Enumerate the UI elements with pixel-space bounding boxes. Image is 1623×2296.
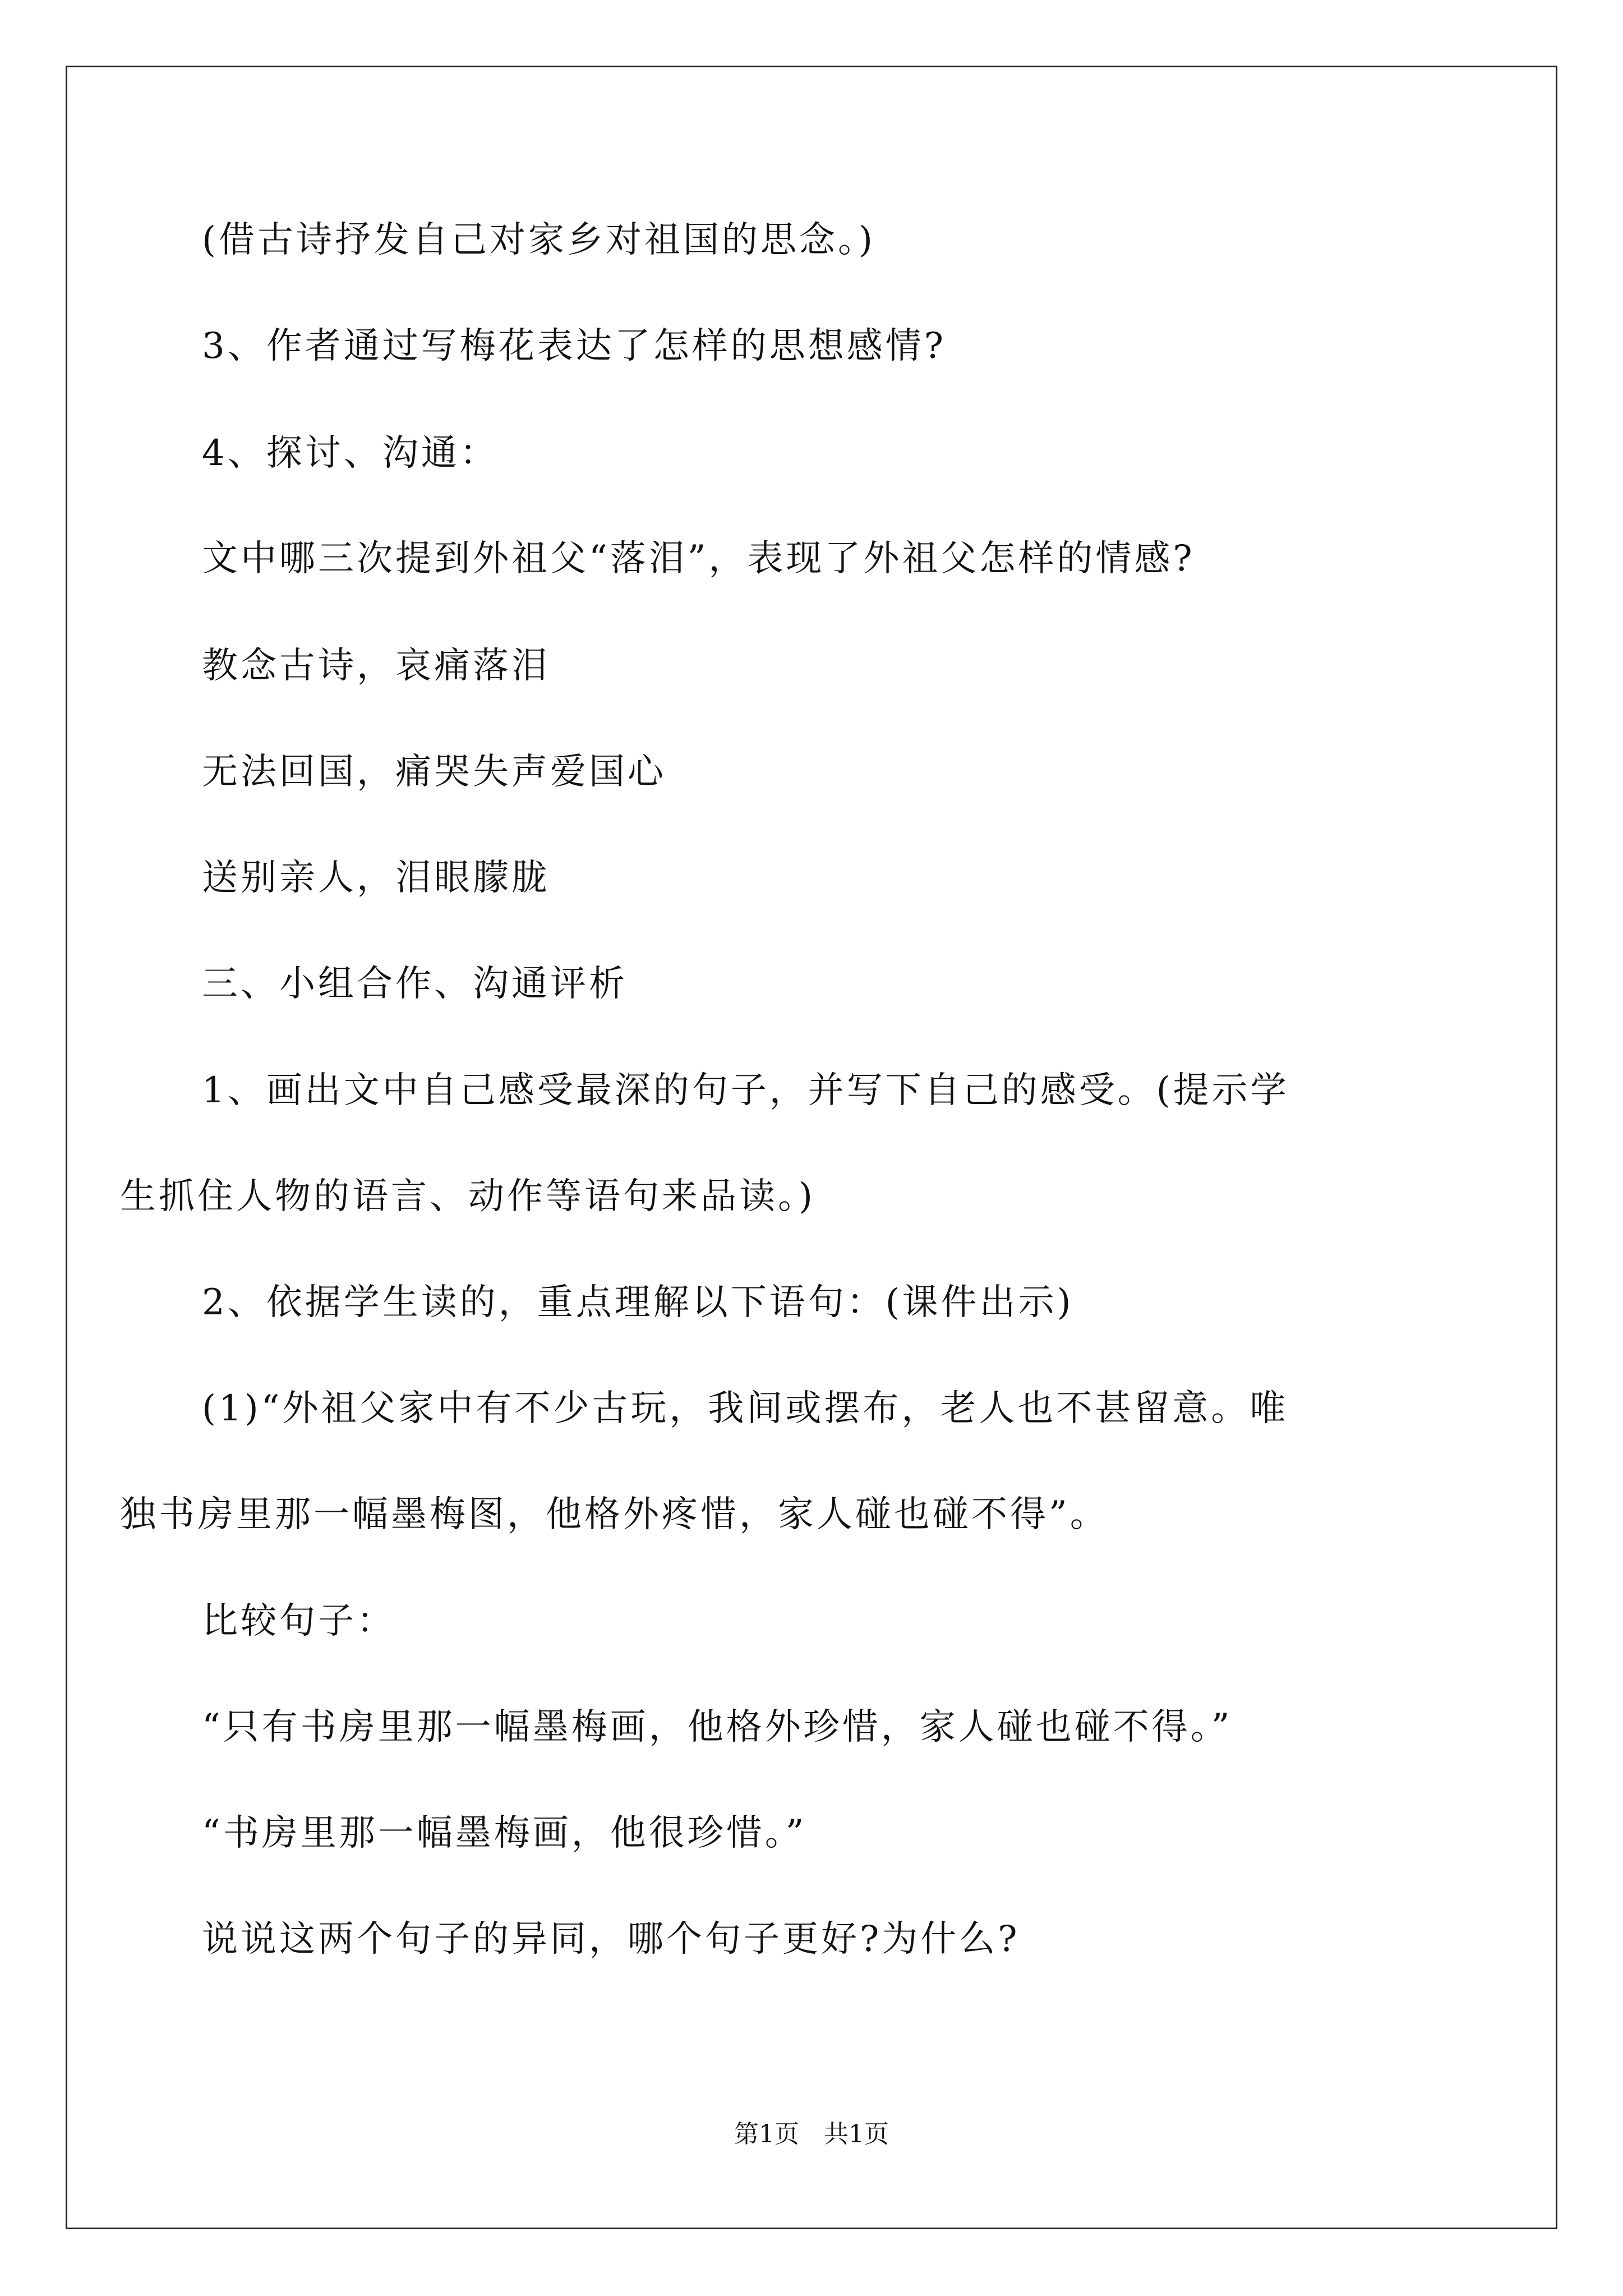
page-border — [66, 66, 1557, 2229]
text-line: 文中哪三次提到外祖父“落泪”，表现了外祖父怎样的情感? — [202, 538, 1195, 579]
text-line: 无法回国，痛哭失声爱国心 — [202, 751, 666, 793]
page-footer: 第1页 共1页 — [734, 2120, 889, 2148]
text-line-continuation: 生抓住人物的语言、动作等语句来品读。) — [120, 1176, 815, 1217]
quoted-sentence: “只有书房里那一幅墨梅画，他格外珍惜，家人碰也碰不得。” — [202, 1706, 1233, 1748]
section-heading: 三、小组合作、沟通评析 — [202, 963, 628, 1005]
text-line: 送别亲人，泪眼朦胧 — [202, 857, 550, 899]
text-line: 2、依据学生读的，重点理解以下语句：(课件出示) — [202, 1282, 1074, 1323]
text-line: 1、画出文中自己感受最深的句子，并写下自己的感受。(提示学 — [202, 1070, 1289, 1111]
quoted-sentence: “书房里那一幅墨梅画，他很珍惜。” — [202, 1812, 807, 1854]
text-line: (1)“外祖父家中有不少古玩，我间或摆布，老人也不甚留意。唯 — [202, 1388, 1289, 1429]
text-line: 3、作者通过写梅花表达了怎样的思想感情? — [202, 325, 947, 367]
text-line-continuation: 独书房里那一幅墨梅图，他格外疼惜，家人碰也碰不得”。 — [120, 1494, 1109, 1535]
text-line: 说说这两个句子的异同，哪个句子更好?为什么? — [202, 1918, 1020, 1960]
text-line: 4、探讨、沟通： — [202, 432, 499, 474]
text-line: (借古诗抒发自己对家乡对祖国的思念。) — [202, 219, 875, 261]
text-line: 教念古诗，哀痛落泪 — [202, 645, 550, 687]
text-line: 比较句子： — [202, 1600, 395, 1642]
